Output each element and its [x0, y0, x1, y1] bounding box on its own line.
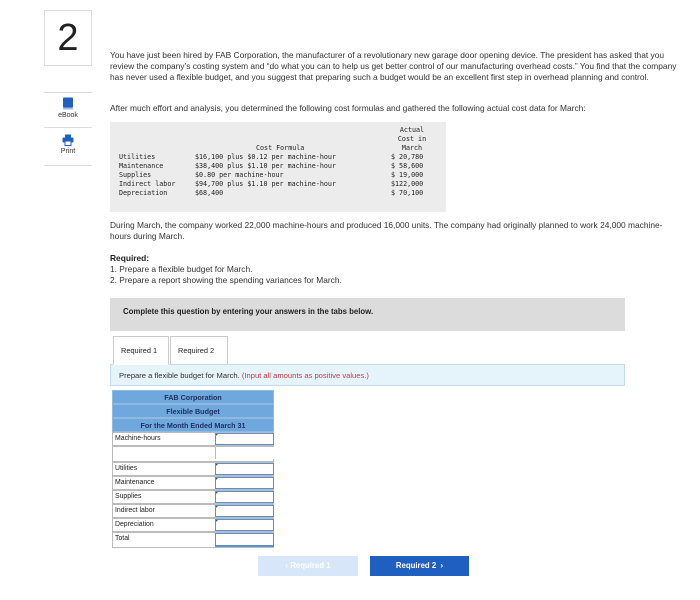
budget-period: For the Month Ended March 31: [112, 418, 274, 432]
cost-item: Depreciation: [119, 189, 168, 197]
cost-actual: $ 70,100: [391, 189, 424, 197]
budget-company: FAB Corporation: [112, 390, 274, 404]
machine-hours-input[interactable]: [215, 433, 274, 445]
prev-tab-label: Required 1: [290, 561, 331, 570]
input-marker-icon: [216, 492, 218, 494]
utilities-input[interactable]: [215, 463, 274, 475]
total-label: Total: [115, 535, 130, 542]
next-tab-label: Required 2: [395, 561, 437, 570]
required-list: [110, 264, 342, 286]
total-row: [112, 532, 274, 548]
cost-formula: $94,700 plus $1.10 per machine-hour: [195, 180, 336, 188]
maintenance-input[interactable]: [215, 477, 274, 489]
next-tab-button[interactable]: [370, 556, 469, 576]
print-button[interactable]: [44, 130, 92, 166]
budget-title: Flexible Budget: [112, 404, 274, 418]
tab-instruction: [110, 364, 625, 386]
cost-formula: $16,100 plus $0.12 per machine-hour: [195, 153, 336, 161]
ebook-button[interactable]: [44, 92, 92, 128]
required-heading: Required:: [110, 253, 150, 263]
input-marker-icon: [216, 520, 218, 522]
input-marker-icon: [216, 478, 218, 480]
cost-formula: $68,400: [195, 189, 224, 197]
cost-actual: $ 20,780: [391, 153, 424, 161]
cost-actual: $ 19,000: [391, 171, 424, 179]
cost-item: Supplies: [119, 171, 152, 179]
required-item-2: 2. Prepare a report showing the spending variances for March.: [110, 275, 342, 285]
intro-paragraph: You have just been hired by FAB Corporation, the manufacturer of a revolutionary new garage door opening device. The president has asked that you review the company’s costing system and “do what you can to help us get better control of our manufacturing overhead costs.” You find that the company has never used a flexible budget, and you suggest that preparing such a budget would be an excellent first step in overhead planning and control.: [110, 50, 677, 82]
budget-line-label: Depreciation: [115, 521, 154, 528]
cost-item: Utilities: [119, 153, 156, 161]
blank-row: [112, 446, 274, 462]
print-label: Print: [60, 148, 76, 155]
cost-item: Indirect labor: [119, 180, 176, 188]
budget-line-row: [112, 462, 274, 476]
book-icon: [62, 97, 74, 110]
instruction-note: (Input all amounts as positive values.): [241, 371, 369, 380]
supplies-input[interactable]: [215, 491, 274, 503]
budget-line-row: [112, 504, 274, 518]
budget-line-label: Supplies: [115, 493, 142, 500]
cost-formula: $38,400 plus $1.10 per machine-hour: [195, 162, 336, 170]
machine-hours-label: Machine-hours: [115, 435, 161, 442]
budget-line-row: [112, 490, 274, 504]
analysis-paragraph: After much effort and analysis, you determined the following cost formulas and gathered the following actual cost data for March:: [110, 103, 586, 113]
cost-item: Maintenance: [119, 162, 164, 170]
blank-cell: [215, 447, 274, 459]
chevron-left-icon: ‹: [285, 561, 291, 570]
march-paragraph: During March, the company worked 22,000 machine-hours and produced 16,000 units. The company had originally planned to work 24,000 machine-hours during March.: [110, 220, 663, 241]
budget-line-label: Utilities: [115, 465, 138, 472]
indirect-labor-input[interactable]: [215, 505, 274, 517]
tab-required-1[interactable]: Required 1: [113, 336, 169, 365]
cost-actual: $ 58,600: [391, 162, 424, 170]
input-marker-icon: [216, 506, 218, 508]
prev-tab-button[interactable]: [258, 556, 358, 576]
required-item-1: 1. Prepare a flexible budget for March.: [110, 264, 253, 274]
ebook-label: eBook: [58, 112, 78, 119]
budget-line-row: [112, 476, 274, 490]
tab-required-2[interactable]: Required 2: [170, 336, 228, 365]
cost-actual: $122,000: [391, 180, 424, 188]
input-marker-icon: [216, 464, 218, 466]
cost-formula: $0.80 per machine-hour: [195, 171, 284, 179]
printer-icon: [62, 134, 74, 146]
question-number: 2: [44, 10, 92, 66]
actual-header-3: March: [401, 144, 423, 152]
depreciation-input[interactable]: [215, 519, 274, 531]
budget-line-label: Indirect labor: [115, 507, 155, 514]
total-input[interactable]: [215, 533, 274, 547]
machine-hours-row: [112, 432, 274, 446]
instructions-banner: Complete this question by entering your answers in the tabs below.: [110, 298, 625, 331]
formula-header: Cost Formula: [256, 144, 305, 152]
budget-line-row: [112, 518, 274, 532]
budget-line-label: Maintenance: [115, 479, 155, 486]
input-marker-icon: [216, 434, 218, 436]
actual-header-1: Actual: [399, 126, 425, 134]
actual-header-2: Cost in: [397, 135, 427, 143]
chevron-right-icon: ›: [436, 561, 444, 570]
instruction-text: Prepare a flexible budget for March.: [119, 371, 240, 380]
